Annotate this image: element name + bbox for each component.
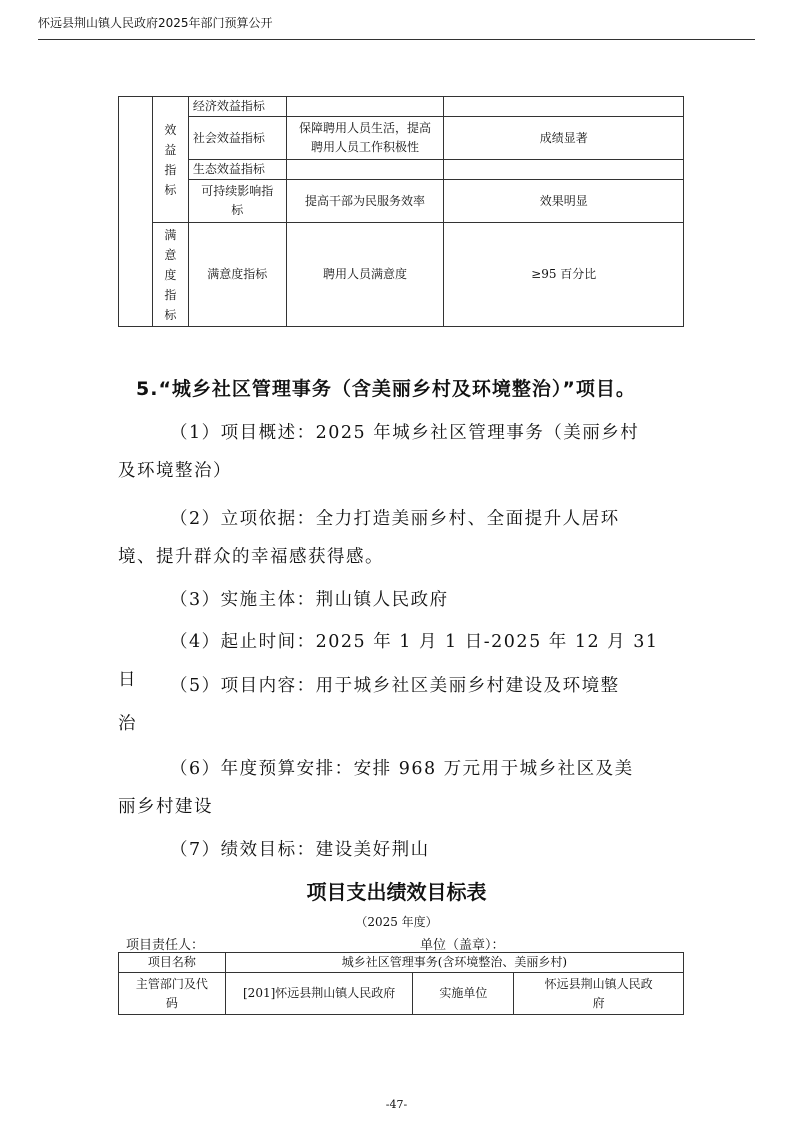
project-goal-table — [118, 952, 684, 1015]
department-label: 主管部门及代 码 — [119, 973, 226, 1015]
paragraph-budget-line1: （6）年度预算安排：安排 968 万元用于城乡社区及美 — [170, 759, 634, 779]
project-name-value: 城乡社区管理事务(含环境整治、美丽乡村) — [225, 953, 683, 973]
content-sustainable: 提高干部为民服务效率 — [286, 180, 444, 223]
responsible-person-label: 项目责任人： — [126, 938, 205, 953]
implementing-unit-label: 实施单位 — [413, 973, 514, 1015]
value-ecological — [444, 160, 684, 180]
indicator-social: 社会效益指标 — [188, 117, 286, 160]
indicator-satisfaction: 满意度指标 — [188, 223, 286, 327]
value-social: 成绩显著 — [444, 117, 684, 160]
document-header: 怀远县荆山镇人民政府2025年部门预算公开 — [38, 16, 273, 30]
indicator-ecological: 生态效益指标 — [188, 160, 286, 180]
table-title: 项目支出绩效目标表 — [306, 880, 487, 904]
category-satisfaction: 满 意 度 指 标 — [152, 223, 188, 327]
paragraph-overview-line2: 及环境整治） — [118, 461, 232, 481]
value-economic — [444, 97, 684, 117]
paragraph-period: （4）起止时间：2025 年 1 月 1 日-2025 年 12 月 31 日 — [118, 632, 659, 690]
paragraph-implementer: （3）实施主体：荆山镇人民政府 — [170, 590, 449, 610]
indicator-economic: 经济效益指标 — [188, 97, 286, 117]
table-year: （2025 年度） — [355, 915, 438, 929]
outer-blank-cell — [119, 97, 153, 327]
indicator-sustainable: 可持续影响指 标 — [188, 180, 286, 223]
content-economic — [286, 97, 444, 117]
category-benefit: 效 益 指 标 — [152, 97, 188, 223]
content-satisfaction: 聘用人员满意度 — [286, 223, 444, 327]
paragraph-basis-line2: 境、提升群众的幸福感获得感。 — [118, 547, 384, 567]
paragraph-goal: （7）绩效目标：建设美好荆山 — [170, 840, 430, 860]
section-title: 5.“城乡社区管理事务（含美丽乡村及环境整治）”项目。 — [136, 378, 636, 400]
indicator-table — [118, 96, 684, 327]
project-name-label: 项目名称 — [119, 953, 226, 973]
department-value: [201]怀远县荆山镇人民政府 — [225, 973, 413, 1015]
value-satisfaction: ≥95 百分比 — [444, 223, 684, 327]
header-rule — [38, 39, 755, 40]
unit-seal-label: 单位（盖章）： — [420, 938, 505, 953]
content-ecological — [286, 160, 444, 180]
paragraph-overview-line1: （1）项目概述：2025 年城乡社区管理事务（美丽乡村 — [170, 423, 640, 443]
content-social: 保障聘用人员生活，提高 聘用人员工作积极性 — [286, 117, 444, 160]
paragraph-content-line1: （5）项目内容：用于城乡社区美丽乡村建设及环境整 — [170, 676, 620, 696]
paragraph-basis-line1: （2）立项依据：全力打造美丽乡村、全面提升人居环 — [170, 509, 620, 529]
paragraph-content-line2: 治 — [118, 714, 137, 734]
value-sustainable: 效果明显 — [444, 180, 684, 223]
implementing-unit-value: 怀远县荆山镇人民政 府 — [514, 973, 684, 1015]
paragraph-budget-line2: 丽乡村建设 — [118, 797, 213, 817]
page-number: -47- — [385, 1098, 408, 1111]
